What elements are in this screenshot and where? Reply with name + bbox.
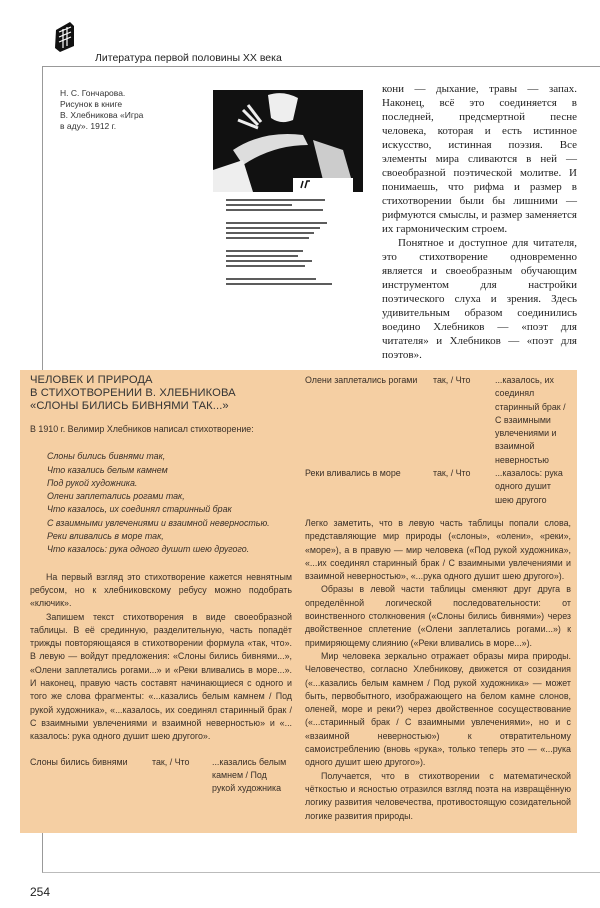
table-cell: Олени заплетались рогами bbox=[305, 375, 418, 385]
box-left-column bbox=[30, 374, 292, 795]
caption-line: Рисунок в книге bbox=[60, 99, 123, 109]
paragraph: На первый взгляд это стихотворение кажется невнятным ребусом, но к хлебниковскому ребусу можно подобрать «ключик». bbox=[30, 571, 292, 609]
box-right-column bbox=[305, 374, 571, 823]
poem bbox=[47, 450, 292, 556]
table-cell: ...казались белым камнем / Под рукой художника bbox=[212, 756, 287, 794]
paragraph: Мир человека зеркально отражает образы мира природы. Человечество, согласно Хлебникову, движется от созидания («...казались белым камнем / Под рукой художника» — может быть, первобытного, изображающего на белом камне слонов, оленей, море и реки?) через двойственное сосуществование («...старинный брак / С взаимными увлечениями», но и с «взаимной неверностью») к отвратительному самоистреблению (вновь «рука», только теперь это — «...рука одного душит шею другого»). bbox=[305, 650, 571, 768]
heading-line: В СТИХОТВОРЕНИИ В. ХЛЕБНИКОВА bbox=[30, 387, 236, 399]
figure-caption bbox=[60, 88, 180, 132]
illustration-image bbox=[213, 90, 363, 192]
running-title: Литература первой половины XX века bbox=[95, 52, 282, 64]
poem-line: Реки вливались в море так, bbox=[47, 531, 164, 542]
paragraph: Понятное и доступное для читателя, это стихотворение одновременно является и своеобразным обучающим инструментом для настройки поэтического слуха и зрения. Здесь удивительным образом соединились воедино Хлебников — «поэт для читателя» и Хлебников — «поэт для поэтов». bbox=[382, 237, 577, 361]
table-cell: ...казалось: рука одного душит шею другого bbox=[495, 468, 563, 505]
main-text-column bbox=[382, 82, 577, 362]
table-cell: так, / Что bbox=[433, 375, 471, 385]
page-number: 254 bbox=[30, 885, 51, 899]
table-row bbox=[305, 467, 571, 507]
table-row bbox=[30, 756, 292, 796]
heading-line: «СЛОНЫ БИЛИСЬ БИВНЯМИ ТАК...» bbox=[30, 400, 229, 412]
table-cell: так, / Что bbox=[152, 756, 190, 767]
paragraph: Легко заметить, что в левую часть таблицы попали слова, представляющие мир природы («слоны», «олени», «реки», «море»), а в правую — мир человека («Под рукой художника», «...их соединял старинный брак / С взаимными увлечениями и взаимной неверностью», «...рука одного душит шею другого»). bbox=[305, 517, 571, 582]
table-cell: так, / Что bbox=[433, 468, 471, 479]
book-emblem-icon bbox=[52, 20, 78, 54]
table-cell: Слоны бились бивнями bbox=[30, 756, 128, 767]
paragraph: Образы в левой части таблицы сменяют друг друга в определённой логической последовательности: от воинственного столкновения («Слоны бились бивнями») через двойственное сплетение («Олени заплетались рогами...») к примиряющему слиянию («Реки вливались в море...»). bbox=[305, 584, 571, 648]
poem-line: Под рукой художника. bbox=[47, 477, 138, 488]
table-cell: ...казалось, их соединял старинный брак / С взаимными увлечениями и взаимной неверностью bbox=[495, 375, 566, 465]
poem-line: Что казалось, их соединял старинный брак bbox=[47, 504, 232, 515]
paragraph: кони — дыхание, травы — запах. Наконец, всё это соединяется в последней, предсмертной песне человека, которая и есть истинное искусство, истинная поэзия. Все элементы мира сливаются в ней — своеобразной поэтической молитве. И понимаешь, что рифма и размер в стихотворении были бы лишними — рифмуются смыслы, и размер заменяется их гармоническим строем. bbox=[382, 83, 577, 235]
caption-line: Н. С. Гончарова. bbox=[60, 88, 126, 98]
poem-line: Что казались белым камнем bbox=[47, 464, 168, 475]
caption-line: В. Хлебникова «Игра bbox=[60, 110, 144, 120]
heading-line: ЧЕЛОВЕК И ПРИРОДА bbox=[30, 374, 153, 386]
poem-line: Олени заплетались рогами так, bbox=[47, 491, 185, 502]
paragraph: Получается, что в стихотворении с математической чёткостью и ясностью отразился взгляд поэта на извращённую логику развития человечества, противостоящую созидательной логике развития природы. bbox=[305, 770, 571, 821]
paragraph: Запишем текст стихотворения в виде своеобразной таблицы. В её срединную, разделительную, часть попадёт трижды повторяющаяся в стихотворении формула «так, что». В левую — войдут предложения: «Слоны бились бивнями...», «Олени заплетались рогами...» и «Реки вливались в море...». И наконец, правую часть составят начинающиеся с одного и того же слова фрагменты: «...казались белым камнем / Под рукой художника», «...казалось, их соединял старинный брак / С взаимными увлечениями и взаимной неверностью» и «... казалось: рука одного душит шею другого». bbox=[30, 611, 292, 742]
illustration-handwritten-verse bbox=[226, 196, 336, 288]
poem-line: Что казалось: рука одного душит шею другого. bbox=[47, 544, 250, 555]
poem-line: Слоны бились бивнями так, bbox=[47, 451, 166, 462]
caption-line: в аду». 1912 г. bbox=[60, 121, 117, 131]
poem-line: С взаимными увлечениями и взаимной неверностью. bbox=[47, 517, 270, 528]
table-cell: Реки вливались в море bbox=[305, 468, 401, 479]
intro-line: В 1910 г. Велимир Хлебников написал стихотворение: bbox=[30, 424, 254, 434]
table-row bbox=[305, 374, 571, 467]
box-heading bbox=[30, 374, 292, 413]
